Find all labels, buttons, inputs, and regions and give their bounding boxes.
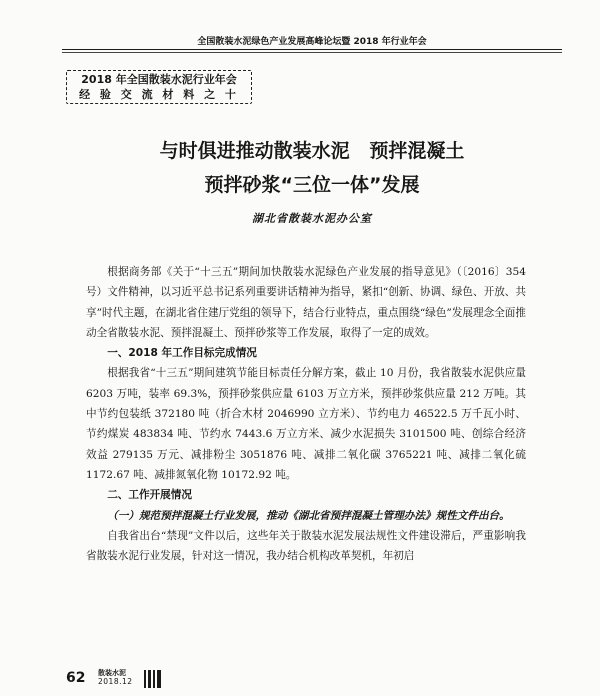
article-title-line2: 预拌砂浆“三位一体”发展 [204, 174, 420, 196]
section2-heading: 二、工作开展情况 [107, 489, 192, 502]
section2-paragraph: 自我省出台“禁现”文件以后，这些年关于散装水泥发展法规性文件建设滞后，严重影响我省散装水泥行业发展，针对这一情况，我办结合机构改革契机，年初启 [86, 529, 526, 563]
series-label-line2: 经 验 交 流 材 料 之 十 [79, 88, 239, 101]
series-label-box [66, 70, 252, 104]
running-head: 全国散装水泥绿色产业发展高峰论坛暨 2018 年行业年会 [197, 37, 427, 47]
page-number: 62 [66, 670, 86, 686]
section1-heading: 一、2018 年工作目标完成情况 [107, 347, 257, 360]
footer-bars-decoration [144, 670, 166, 688]
header-rule [62, 49, 562, 50]
article-title-line1: 与时俱进推动散装水泥 预拌混凝土 [159, 140, 465, 162]
magazine-name: 散装水泥 [98, 669, 126, 677]
intro-paragraph: 根据商务部《关于“十三五”期间加快散装水泥绿色产业发展的指导意见》（〔2016〕354 号）文件精神，以习近平总书记系列重要讲话精神为指导，紧扣“创新、协调、绿色、开放、共享”时代主题，在湖北省住建厅党组的领导下，结合行业特点，重点围绕“绿色”发展理念全面推动全省散装水泥、预拌混凝土、预拌砂浆等工作发展，取得了一定的成效。 [86, 266, 526, 339]
section1-paragraph: 根据我省“十三五”期间建筑节能目标责任分解方案，截止 10 月份，我省散装水泥供应量 6203 万吨，装率 69.3%，预拌砂浆供应量 6103 万立方米，预拌砂浆供应量 212 万吨。其中节约包装纸 372180 吨（折合木材 2046990 立方米）、节约电力 46522.5 万千瓦小时、节约煤炭 483834 吨、节约水 7443.6 万立方米、减少水泥损失 3101500 吨、创综合经济效益 279135 万元、减排粉尘 3051876 吨、减排二氧化碳 3765221 吨、减排二氧化硫 1172.67 吨、减排氮氧化物 10172.92 吨。 [86, 367, 526, 481]
series-label-line1: 2018 年全国散装水泥行业年会 [81, 73, 237, 86]
article-author: 湖北省散装水泥办公室 [252, 212, 372, 225]
page-footer [62, 668, 262, 690]
subsection1-heading: （一）规范预拌混凝土行业发展，推动《湖北省预拌混凝土管理办法》规性文件出台。 [107, 509, 510, 522]
header-rule-thin [62, 52, 562, 53]
issue-date: 2018.12 [98, 677, 133, 686]
article-body [86, 262, 526, 566]
